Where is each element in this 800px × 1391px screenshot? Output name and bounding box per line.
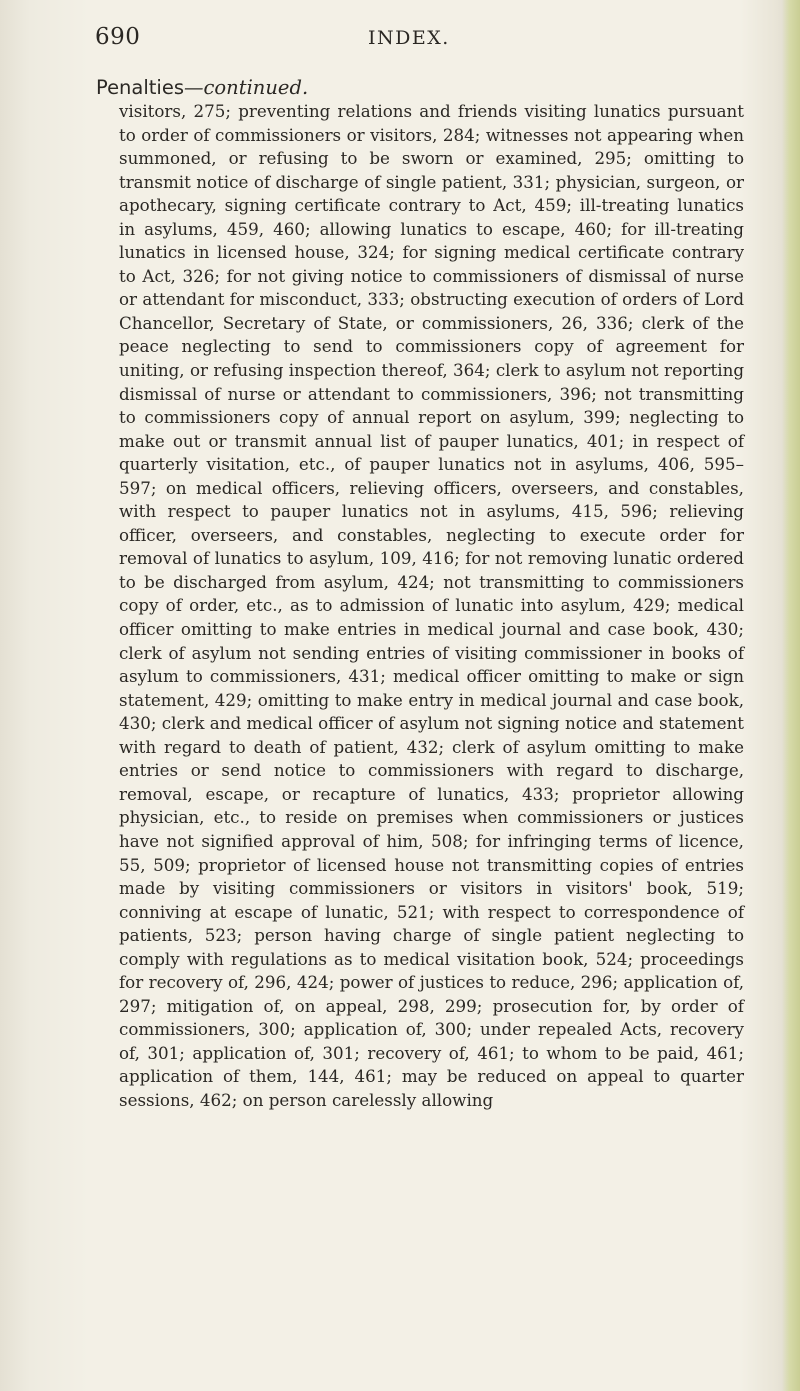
entry-continued-label: —continued. <box>184 76 309 99</box>
running-head: INDEX. <box>368 27 450 49</box>
page-edge <box>782 0 800 1391</box>
entry-body: visitors, 275; preventing relations and friends visiting lunatics pursuant to order of commissioners or visitors, 284; witnesses not appearing when summoned, or refusing to be sworn or examined, 295; omitting to transmit notice of discharge of single patient, 331; physician, surgeon, or apothecary, signing certificate contrary to Act, 459; ill-treating lunatics in asylums, 459, 460; allowing lunatics to escape, 460; for ill-treating lunatics in licensed house, 324; for signing medical certificate contrary to Act, 326; for not giving notice to commissioners of dismissal of nurse or attendant for misconduct, 333; obstructing execution of orders of Lord Chancellor, Secretary of State, or commissioners, 26, 336; clerk of the peace neglecting to send to commissioners copy of agreement for uniting, or refusing inspection thereof, 364; clerk to asylum not reporting dismissal of nurse or attendant to commissioners, 396; not transmitting to commissioners copy of annual report on asylum, 399; neglecting to make out or transmit annual list of pauper lunatics, 401; in respect of quarterly visitation, etc., of pauper lunatics not in asylums, 406, 595–597; on medical officers, relieving officers, overseers, and constables, with respect to pauper lunatics not in asylums, 415, 596; relieving officer, overseers, and constables, neglecting to execute order for removal of lunatics to asylum, 109, 416; for not removing lunatic ordered to be discharged from asylum, 424; not transmitting to commissioners copy of order, etc., as to admission of lunatic into asylum, 429; medical officer omitting to make entries in medical journal and case book, 430; clerk of asylum not sending entries of visiting commissioner in books of asylum to commissioners, 431; medical officer omitting to make or sign statement, 429; omitting to make entry in medical journal and case book, 430; clerk and medical officer of asylum not signing notice and statement with regard to death of patient, 432; clerk of asylum omitting to make entries or send notice to commissioners with regard to discharge, removal, escape, or recapture of lunatics, 433; proprietor allowing physician, etc., to reside on premises when commissioners or justices have not signified approval of him, 508; for infringing terms of licence, 55, 509; proprietor of licensed house not transmitting copies of entries made by visiting commissioners or visitors in visitors' book, 519; conniving at escape of lunatic, 521; with respect to correspondence of patients, 523; person having charge of single patient neglecting to comply with regulations as to medical visitation book, 524; proceedings for recovery of, 296, 424; power of justices to reduce, 296; application of, 297; mitigation of, on appeal, 298, 299; prosecution for, by order of commissioners, 300; application of, 300; under repealed Acts, recovery of, 301; application of, 301; recovery of, 461; to whom to be paid, 461; application of them, 144, 461; may be reduced on appeal to quarter sessions, 462; on person carelessly allowing <box>119 101 744 1110</box>
entry-heading <box>96 76 744 100</box>
index-entry <box>96 76 744 1113</box>
entry-heading-term: Penalties <box>96 76 185 99</box>
page-header <box>0 24 800 64</box>
page-number: 690 <box>95 24 141 50</box>
